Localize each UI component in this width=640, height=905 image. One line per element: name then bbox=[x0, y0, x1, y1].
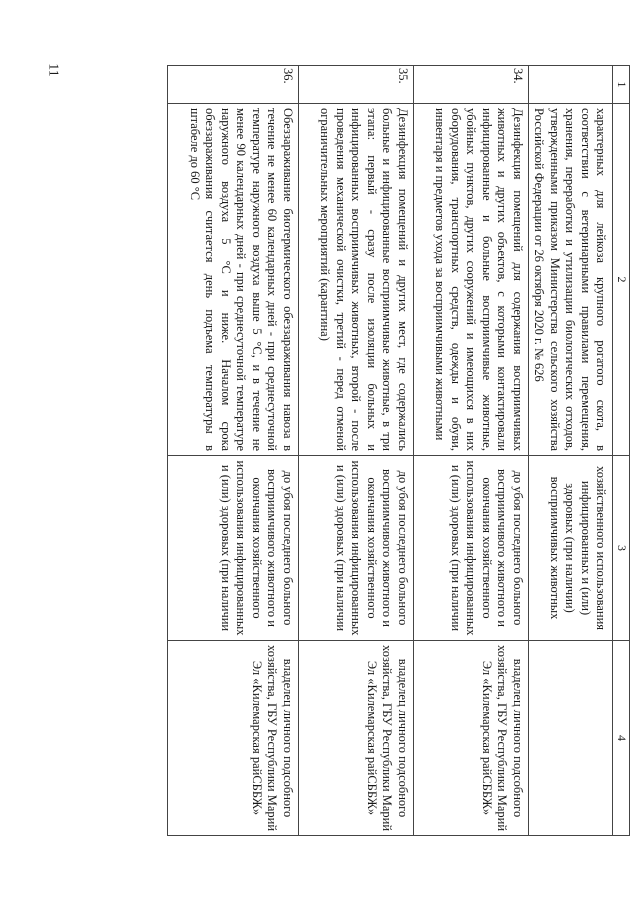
row-description: Дезинфекция помещений и других мест, где содержались больные и инфицированные восприимчивые животные, в три этапа: первый - сразу после изоляции больных и инфицированных восприимчивых животных, второй - после проведения механической очистки, третий - перед отменой ограничительных мероприятий (карантина) bbox=[299, 104, 414, 456]
row-responsible: владелец личного подсобного хозяйства, ГБУ Республики Марий Эл «Килемарская райСББЖ» bbox=[414, 641, 529, 836]
header-col-3: 3 bbox=[613, 456, 630, 641]
row-term: до убоя последнего больного восприимчивого животного и окончания хозяйственного использования инфицированных и (или) здоровых (при наличии bbox=[168, 456, 299, 641]
table-row bbox=[299, 66, 414, 836]
row-number: 36. bbox=[168, 66, 299, 104]
header-row bbox=[613, 66, 630, 836]
row-description: характерных для лейкоза крупного рогатого скота, в соответствии с ветеринарными правилами перемещения, хранения, переработки и утилизации биологических отходов, утвержденными приказом Министерства сельского хозяйства Российской Федерации от 26 октября 2020 г. № 626 bbox=[529, 104, 614, 456]
row-description: Дезинфекция помещений для содержания восприимчивых животных и других объектов, с которыми контактировали инфицированные и больные восприимчивые животные, убойных пунктов, других сооружений и имеющихся в них оборудования, транспортных средств, одежды и обуви, инвентаря и предметов ухода за восприимчивыми животными bbox=[414, 104, 529, 456]
row-responsible: владелец личного подсобного хозяйства, ГБУ Республики Марий Эл «Килемарская райСББЖ» bbox=[299, 641, 414, 836]
header-col-1: 1 bbox=[613, 66, 630, 104]
row-term: до убоя последнего больного восприимчивого животного и окончания хозяйственного использования инфицированных и (или) здоровых (при наличии bbox=[299, 456, 414, 641]
row-number bbox=[529, 66, 614, 104]
measures-table bbox=[168, 65, 631, 836]
row-term: до убоя последнего больного восприимчивого животного и окончания хозяйственного использования инфицированных и (или) здоровых (при наличии bbox=[414, 456, 529, 641]
row-responsible: владелец личного подсобного хозяйства, ГБУ Республики Марий Эл «Килемарская райСББЖ» bbox=[168, 641, 299, 836]
header-col-2: 2 bbox=[613, 104, 630, 456]
header-col-4: 4 bbox=[613, 641, 630, 836]
rotated-page bbox=[90, 65, 630, 835]
page-number: 11 bbox=[45, 63, 61, 77]
row-number: 34. bbox=[414, 66, 529, 104]
row-number: 35. bbox=[299, 66, 414, 104]
row-responsible bbox=[529, 641, 614, 836]
row-term: хозяйственного использования инфицированных и (или) здоровых (при наличии) восприимчивых животных bbox=[529, 456, 614, 641]
table-row bbox=[168, 66, 299, 836]
table-row bbox=[414, 66, 529, 836]
table-row-continuation bbox=[529, 66, 614, 836]
row-description: Обеззараживание биотермического обеззараживания навоза в течение не менее 60 календарных дней - при среднесуточной температуре наружного воздуха выше 5 °С, и в течение не менее 90 календарных дней - при среднесуточной температуре наружного воздуха 5 °С и ниже. Началом срока обеззараживания считается день подъема температуры в штабеле до 60 °С bbox=[168, 104, 299, 456]
